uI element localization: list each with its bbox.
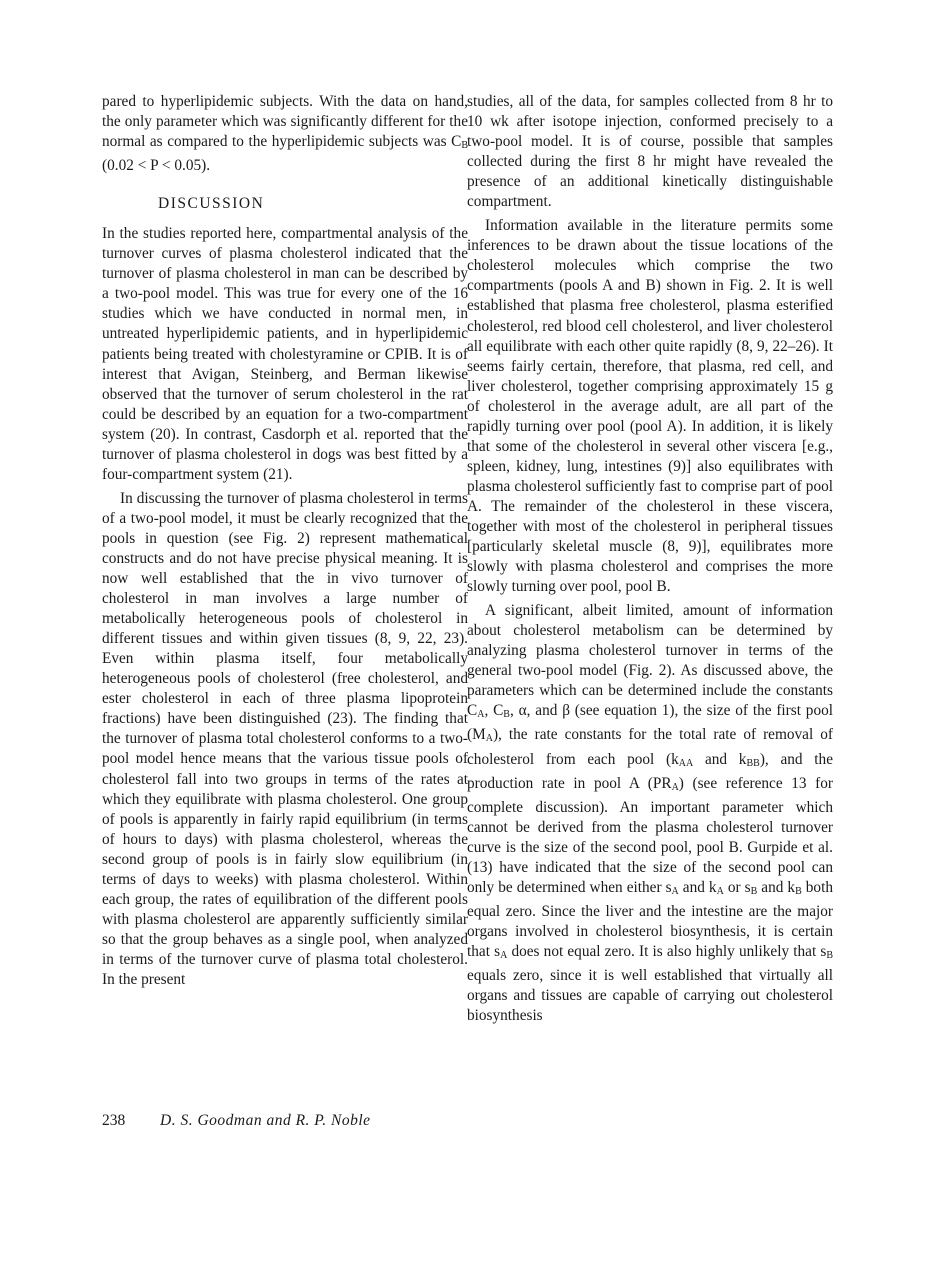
subscript: A: [500, 949, 508, 961]
text-run: does not equal zero. It is also highly unlikely that s: [507, 942, 827, 960]
subscript: A: [485, 733, 493, 745]
subscript: A: [716, 885, 724, 897]
subscript: BB: [746, 757, 760, 769]
paragraph-discussion-1: In the studies reported here, compartmental analysis of the turnover curves of plasma cholesterol indicated that the turnover of plasma cholesterol in man can be described by a two-pool model. This was true for every one of the 16 studies which we have conducted in normal men, in untreated hyperlipidemic patients, and in hyperlipidemic patients being treated with cholestyramine or CPIB. It is of interest that Avigan, Steinberg, and Berman likewise observed that the turnover of serum cholesterol in the rat could be described by an equation for a two-compartment system (20). In contrast, Casdorph et al. reported that the turnover of plasma cholesterol in dogs was best fitted by a four-compartment system (21).: [102, 225, 468, 483]
left-column: [102, 92, 468, 990]
text-run: , α, and β (see equation 1), the size of the first pool (M: [467, 702, 833, 744]
subscript: B: [750, 885, 758, 897]
subscript: AA: [678, 757, 694, 769]
text-run: A significant, albeit limited, amount of information about cholesterol metabolism can be determined by analyzing plasma cholesterol turnover in terms of the general two-pool model (Fig. 2). As discussed above, the parameters which can be determined include the constants C: [467, 602, 833, 720]
text-run: and k: [693, 750, 747, 768]
page-number: 238: [102, 1112, 126, 1129]
subscript: B: [503, 709, 510, 721]
text-run: ), and the production rate in pool A (PR: [467, 750, 833, 792]
text-run: ), the rate constants for the total rate of removal of cholesterol from each pool (k: [467, 726, 833, 768]
paragraph-discussion-2: In discussing the turnover of plasma cholesterol in terms of a two-pool model, it must be clearly recognized that the pools in question (see Fig. 2) represent mathematical constructs and do not have precise physical meaning. It is now well established that the in vivo turnover of cholesterol in man involves a large number of metabolically heterogeneous pools of cholesterol in different tissues and within given tissues (8, 9, 22, 23). Even within plasma itself, four metabolically heterogeneous pools of cholesterol (free cholesterol, and ester cholesterol in each of three plasma lipoprotein fractions) have been distinguished (23). The finding that the turnover of plasma total cholesterol conforms to a two-pool model hence means that the various tissue pools of cholesterol fall into two groups in terms of the rates at which they equilibrate with plasma cholesterol. One group of pools is apparently in fairly rapid equilibrium (in terms of hours to days) with plasma cholesterol, whereas the second group of pools is in fairly slow equilibrium (in terms of days to weeks) with plasma cholesterol. Within each group, the rates of equilibration of the different pools with plasma cholesterol are apparently sufficiently similar so that the group behaves as a single pool, when analyzed in terms of the turnover curve of plasma total cholesterol. In the present: [102, 489, 468, 988]
text-run: ) (see reference 13 for complete discussion). An important parameter which cannot be derived from the plasma cholesterol turnover curve is the size of the second pool, pool B. Gurpide et al. (13) have indicated that the size of the second pool can only be determined when either s: [467, 774, 834, 896]
text-run: and k: [678, 878, 717, 896]
text-run: (0.02 < P < 0.05).: [102, 157, 211, 175]
section-heading-discussion: DISCUSSION: [158, 195, 265, 213]
text-run: or s: [723, 878, 751, 896]
subscript: A: [477, 709, 485, 721]
text-run: equals zero, since it is well established that virtually all organs and tissues are capable of carrying out cholesterol biosynthesis: [467, 966, 833, 1025]
running-authors: D. S. Goodman and R. P. Noble: [160, 1112, 371, 1129]
paragraph-discussion-2-cont: studies, all of the data, for samples collected from 8 hr to 10 wk after isotope injection, conformed precisely to a two-pool model. It is of course, possible that samples collected during the first 8 hr might have revealed the presence of an additional kinetically distinguishable compartment.: [467, 93, 833, 211]
text-run: pared to hyperlipidemic subjects. With the data on hand, the only parameter which was significantly different for the normal as compared to the hyperlipidemic subjects was C: [102, 93, 468, 151]
right-column: [467, 92, 833, 1026]
subscript: B: [826, 949, 833, 961]
paragraph-discussion-4: [467, 601, 833, 1026]
subscript: A: [671, 781, 679, 793]
subscript: A: [671, 885, 679, 897]
text-run: both equal zero. Since the liver and the intestine are the major organs involved in cholesterol biosynthesis, it is certain that s: [467, 878, 833, 960]
text-run: and k: [757, 878, 796, 896]
subscript: B: [461, 140, 468, 152]
text-run: , C: [484, 702, 504, 720]
paragraph-discussion-3: Information available in the literature permits some inferences to be drawn about the tissue locations of the cholesterol molecules which comprise the two compartments (pools A and B) shown in Fig. 2. It is well established that plasma free cholesterol, plasma esterified cholesterol, red blood cell cholesterol, and liver cholesterol all equilibrate with each other quite rapidly (8, 9, 22–26). It seems fairly certain, therefore, that plasma, red cell, and liver cholesterol, together comprising approximately 15 g of cholesterol in the average adult, are all part of the rapidly turning over pool (pool A). In addition, it is likely that some of the cholesterol in several other viscera [e.g., spleen, kidney, lung, intestines (9)] also equilibrates with plasma cholesterol sufficiently fast to comprise part of pool A. The remainder of the cholesterol in these viscera, together with most of the cholesterol in peripheral tissues [particularly skeletal muscle (8, 9)], equilibrates more slowly with plasma cholesterol and comprises the more slowly turning over pool, pool B.: [467, 217, 833, 596]
page-footer: [102, 1112, 371, 1130]
subscript: B: [795, 885, 802, 897]
paragraph-results-end: [102, 92, 468, 176]
